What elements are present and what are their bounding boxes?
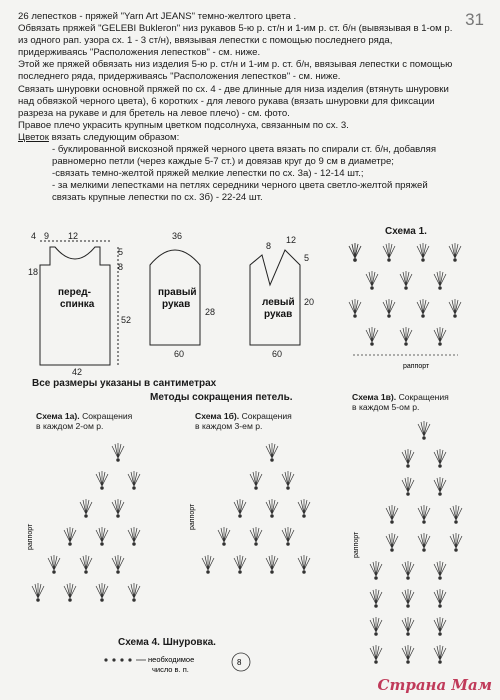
methods-title: Методы сокращения петель. <box>150 392 293 403</box>
scheme-title: Схема 1. <box>385 226 427 237</box>
dim-label: 52 <box>121 315 132 325</box>
page-number: 31 <box>465 10 484 29</box>
scheme-1b-chart <box>190 440 330 620</box>
scheme-title: Схема 1а). <box>36 411 80 421</box>
rapport-label: раппорт <box>189 503 196 530</box>
dim-label: 4 <box>31 231 37 241</box>
paragraph: Связать шнуровки основной пряжей по сх. 4 - две длинные для низа изделия (втянуть шнуровки над обвязкой черного цвета), 6 коротких - для левого рукава (вязать шнуровки для фиксации разреза на рукаве и для бретель на левое плечо) - см. фото. <box>18 83 449 119</box>
paragraph: Этой же пряжей обвязать низ изделия 5-ю р. ст/н и 1-им р. ст. б/н, ввязывая лепестки с помощью последнего ряда, придерживаясь "Расположения лепестков" - см. ниже. <box>18 59 453 83</box>
scheme-1a-header <box>36 411 132 431</box>
scheme-1a-chart <box>26 440 166 640</box>
front-back-label: спинка <box>60 299 95 310</box>
dim-label: 36 <box>172 231 183 241</box>
flower-item: -связать темно-желтой пряжей мелкие лепестки по сх. 3а) - 12-14 шт.; <box>52 168 364 180</box>
dim-label: 9 <box>44 231 50 241</box>
left-sleeve-label: рукав <box>264 309 293 320</box>
dim-label: 28 <box>205 307 216 317</box>
paragraph: Обвязать пряжей "GELEBI Bukleron" низ рукавов 5-ю р. ст/н и 1-им р. ст. б/н (вывязывая в 1-ом р. из одного рап. узора сх. 1 - 3 ст/н), ввязывая лепестки с помощью последнего ряда, придерживаясь "Расположения лепестков" - см. ниже. <box>18 23 453 59</box>
scheme-note: в каждом 3-ем р. <box>195 421 263 431</box>
flower-title: Цветок <box>18 131 49 143</box>
dim-label: 5 <box>118 247 124 257</box>
scheme-4-title: Схема 4. Шнуровка. <box>118 637 216 648</box>
dim-label: 42 <box>72 367 83 377</box>
rapport-label: раппорт <box>353 531 360 558</box>
flower-intro: вязать следующим образом: <box>48 131 180 143</box>
scheme-1v-chart <box>352 418 482 678</box>
sizes-note: Все размеры указаны в сантиметрах <box>32 378 217 389</box>
scheme-1-chart <box>343 240 468 375</box>
rapport-label: раппорт <box>403 363 430 370</box>
dim-label: 20 <box>304 297 315 307</box>
scheme-note: Сокращения <box>241 411 292 421</box>
scheme-1b-header <box>195 411 292 431</box>
right-sleeve-label: рукав <box>162 299 191 310</box>
paragraph: 26 лепестков - пряжей "Yarn Art JEANS" темно-желтого цвета . <box>18 11 297 22</box>
right-sleeve-label: правый <box>158 287 197 298</box>
dim-label: 5 <box>304 253 310 263</box>
dim-label: 60 <box>174 349 185 359</box>
scheme-1v-header <box>352 392 449 412</box>
scheme-note: в каждом 5-ом р. <box>352 402 420 412</box>
flower-paragraph <box>18 132 458 144</box>
flower-item: - буклированной вискозной пряжей черного цвета вязать по спирали ст. б/н, добавляя равномерно петли (через каждые 5-7 ст.) и довязав круг до 9 см в диаметре; <box>52 144 437 168</box>
scheme-note: в каждом 2-ом р. <box>36 421 104 431</box>
scheme-4-chart <box>96 648 266 688</box>
pattern-drawings <box>0 225 340 375</box>
scheme-4-note: необходимое <box>148 655 195 664</box>
scheme-title: Схема 1б). <box>195 411 240 421</box>
rapport-label: раппорт <box>27 523 34 550</box>
scheme-4-note: число в. п. <box>152 665 189 674</box>
dim-label: 18 <box>28 267 39 277</box>
paragraph: Правое плечо украсить крупным цветком подсолнуха, связанным по сх. 3. <box>18 119 349 131</box>
dim-label: 12 <box>286 235 297 245</box>
scheme-title: Схема 1в). <box>352 392 397 402</box>
front-back-label: перед- <box>58 287 91 298</box>
scheme-note: Сокращения <box>82 411 133 421</box>
instructions-text <box>18 11 458 205</box>
dim-label: 8 <box>266 241 272 251</box>
circle-label: 8 <box>237 658 242 667</box>
dim-label: 8 <box>118 262 124 272</box>
watermark: Страна Мам <box>377 676 492 694</box>
left-sleeve-label: левый <box>262 297 295 308</box>
scheme-note: Сокращения <box>398 392 449 402</box>
dim-label: 60 <box>272 349 283 359</box>
dim-label: 12 <box>68 231 79 241</box>
flower-item: - за мелкими лепестками на петлях середники черного цвета светло-желтой пряжей связать крупные лепестки по сх. 3б) - 22-24 шт. <box>52 180 428 204</box>
